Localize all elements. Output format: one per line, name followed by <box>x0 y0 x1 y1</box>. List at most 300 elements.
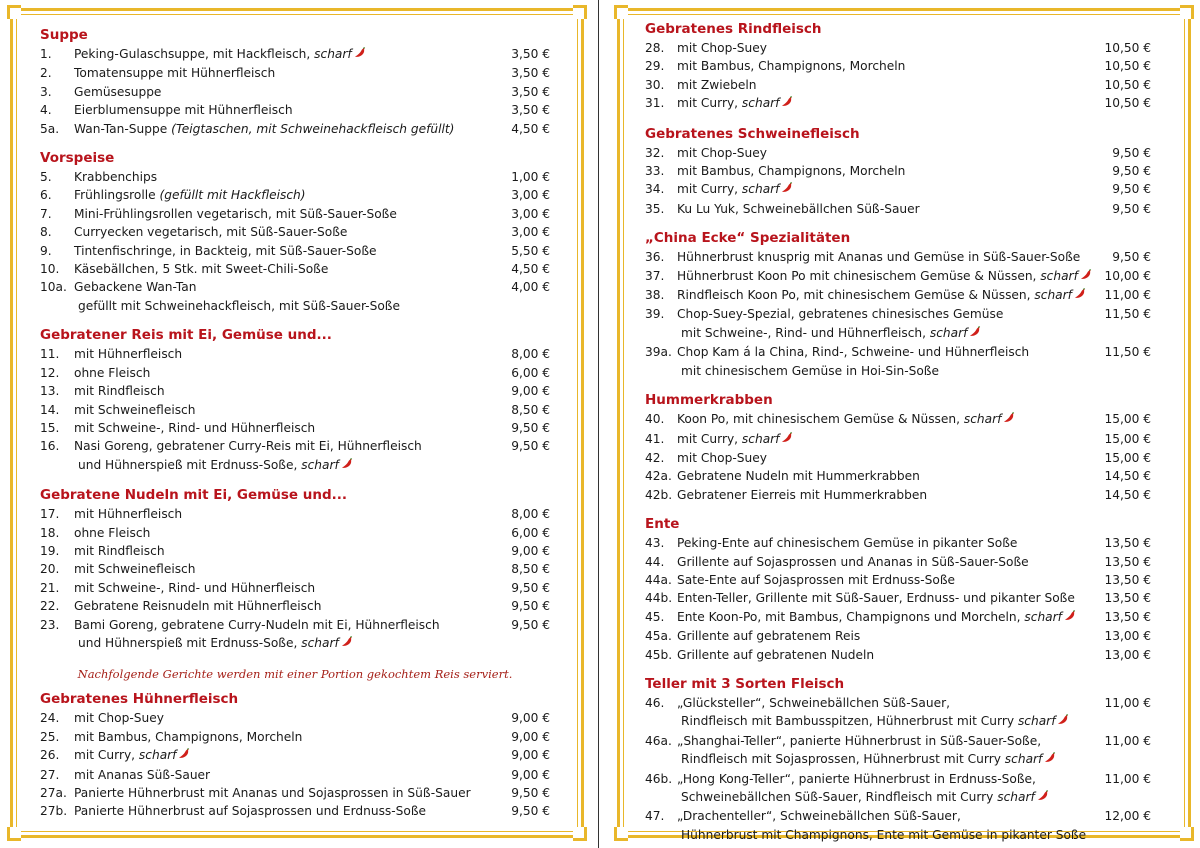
menu-item <box>40 401 550 419</box>
item-text: Eierblumensuppe mit Hühnerfleisch <box>74 103 293 118</box>
menu-item <box>40 260 550 278</box>
item-number: 46. <box>645 695 665 710</box>
item-number: 30. <box>645 77 665 92</box>
item-description <box>677 343 1095 380</box>
menu-item <box>645 486 1151 504</box>
item-price: 13,50 € <box>1104 591 1151 606</box>
chili-pepper-icon <box>178 747 190 765</box>
section-title: Suppe <box>40 27 88 43</box>
item-number: 3. <box>40 84 52 99</box>
spicy-label: scharf <box>997 790 1035 804</box>
menu-item <box>645 200 1151 218</box>
item-price: 10,50 € <box>1104 96 1151 111</box>
item-text: Enten-Teller, Grillente mit Süß-Sauer, Erdnuss- und pikanter Soße <box>677 591 1075 606</box>
item-number: 38. <box>645 288 665 303</box>
menu-item <box>645 553 1151 571</box>
item-price: 9,50 € <box>1112 201 1151 216</box>
item-price: 9,50 € <box>1112 145 1151 160</box>
item-number: 23. <box>40 617 60 632</box>
item-text-line2 <box>677 362 1095 380</box>
item-text: Gebratene Nudeln mit Hummerkrabben <box>677 469 920 484</box>
item-description <box>74 205 492 223</box>
menu-item <box>645 180 1151 199</box>
menu-item <box>40 45 550 64</box>
menu-item <box>645 57 1151 75</box>
item-price: 9,00 € <box>511 729 550 744</box>
item-number: 25. <box>40 729 60 744</box>
item-text: „Glücksteller“, Schweinebällchen Süß-Sauer, <box>677 695 950 710</box>
item-text: mit Chop-Suey <box>677 145 767 160</box>
menu-item <box>40 542 550 560</box>
item-price: 9,50 € <box>1112 182 1151 197</box>
item-number: 29. <box>645 59 665 74</box>
item-number: 13. <box>40 384 60 399</box>
item-text: Peking-Ente auf chinesischem Gemüse in pikanter Soße <box>677 536 1018 551</box>
item-price: 9,00 € <box>511 748 550 763</box>
item-text-continued: mit Schweine-, Rind- und Hühnerfleisch, <box>681 325 926 340</box>
item-number: 46a. <box>645 733 672 748</box>
item-price: 13,50 € <box>1104 572 1151 587</box>
chili-pepper-icon <box>781 181 793 199</box>
item-price: 10,50 € <box>1104 59 1151 74</box>
item-text: Wan-Tan-Suppe <box>74 121 168 136</box>
item-text: Curryecken vegetarisch, mit Süß-Sauer-Soße <box>74 225 348 240</box>
item-description <box>74 83 492 101</box>
item-price: 1,00 € <box>511 170 550 185</box>
item-text: mit Zwiebeln <box>677 77 757 92</box>
spicy-label: scharf <box>741 96 780 111</box>
item-number: 44b. <box>645 591 673 606</box>
menu-item <box>645 410 1151 429</box>
item-description <box>677 449 1095 467</box>
item-price: 15,00 € <box>1104 431 1151 446</box>
menu-section <box>645 229 1151 380</box>
item-price: 3,50 € <box>511 47 550 61</box>
item-text: mit Schweine-, Rind- und Hühnerfleisch <box>74 580 316 595</box>
menu-item <box>645 343 1151 380</box>
item-price: 11,00 € <box>1104 771 1151 786</box>
item-description <box>74 579 492 597</box>
item-price: 14,50 € <box>1104 469 1151 484</box>
item-text: Koon Po, mit chinesischem Gemüse & Nüssen, <box>677 412 960 427</box>
item-text: Grillente auf Sojasprossen und Ananas in Süß-Sauer-Soße <box>677 554 1029 569</box>
menu-item <box>645 646 1151 664</box>
menu-item <box>645 144 1151 162</box>
item-price: 8,00 € <box>511 347 550 362</box>
item-description <box>74 784 492 802</box>
item-price: 9,00 € <box>511 543 550 558</box>
menu-item <box>40 101 550 119</box>
menu-item <box>40 709 550 727</box>
item-price: 3,00 € <box>511 206 550 221</box>
item-price: 11,00 € <box>1104 733 1151 748</box>
item-number: 40. <box>645 412 665 427</box>
item-number: 47. <box>645 809 665 824</box>
item-price: 13,50 € <box>1104 536 1151 551</box>
item-description <box>677 248 1095 266</box>
item-text: Chop-Suey-Spezial, gebratenes chinesisches Gemüse <box>677 307 1004 322</box>
item-description <box>677 430 1095 449</box>
item-price: 4,50 € <box>511 262 550 277</box>
item-text-continued: Hühnerbrust mit Champignons, Ente mit Gemüse in pikanter Soße <box>681 827 1087 842</box>
item-price: 3,50 € <box>511 66 550 81</box>
menu-item <box>645 430 1151 449</box>
item-text: mit Curry, <box>677 431 739 446</box>
menu-item <box>40 64 550 82</box>
item-price: 8,00 € <box>511 507 550 522</box>
item-text-line2 <box>677 826 1095 844</box>
item-price: 9,00 € <box>511 384 550 399</box>
item-price: 13,00 € <box>1104 647 1151 662</box>
menu-item <box>40 766 550 784</box>
item-number: 43. <box>645 536 665 551</box>
serving-note: Nachfolgende Gerichte werden mit einer Portion gekochtem Reis serviert. <box>77 667 513 682</box>
menu-item <box>40 560 550 578</box>
menu-item <box>645 267 1151 286</box>
menu-section <box>645 391 1151 504</box>
menu-item <box>645 162 1151 180</box>
menu-item <box>40 186 550 204</box>
menu-item <box>645 770 1151 808</box>
item-text: mit Curry, <box>677 182 739 197</box>
item-number: 19. <box>40 543 60 558</box>
item-text: mit Ananas Süß-Sauer <box>74 767 211 782</box>
item-number: 42. <box>645 450 665 465</box>
item-description <box>74 382 492 400</box>
item-description <box>74 437 492 475</box>
item-text: Ente Koon-Po, mit Bambus, Champignons und Morcheln, <box>677 609 1021 624</box>
item-text: mit Chop-Suey <box>74 711 164 726</box>
item-price: 9,50 € <box>511 420 550 435</box>
menu-content-left <box>40 26 550 821</box>
item-text: Hühnerbrust knusprig mit Ananas und Gemüse in Süß-Sauer-Soße <box>677 250 1081 265</box>
item-description <box>74 64 492 82</box>
menu-item <box>645 627 1151 645</box>
chili-pepper-icon <box>1080 268 1092 286</box>
item-number: 37. <box>645 268 665 283</box>
menu-item <box>645 694 1151 732</box>
item-price: 3,00 € <box>511 225 550 240</box>
item-description <box>677 571 1095 589</box>
item-number: 42b. <box>645 487 673 502</box>
menu-item <box>645 94 1151 113</box>
item-description <box>74 186 492 204</box>
spicy-label: scharf <box>1040 268 1078 283</box>
item-price: 12,00 € <box>1104 809 1151 824</box>
section-title: Gebratenes Rindfleisch <box>645 21 822 37</box>
item-price: 11,50 € <box>1104 345 1151 360</box>
item-text-continued: Schweinebällchen Süß-Sauer, Rindfleisch mit Curry <box>681 790 994 804</box>
item-description <box>677 646 1095 664</box>
item-number: 4. <box>40 103 52 118</box>
spicy-label: scharf <box>963 412 1002 427</box>
item-description <box>677 267 1095 286</box>
menu-item <box>40 83 550 101</box>
item-description <box>677 732 1095 770</box>
item-price: 9,00 € <box>511 767 550 782</box>
item-number: 27. <box>40 767 60 782</box>
menu-item <box>645 248 1151 266</box>
item-description <box>74 505 492 523</box>
item-price: 10,50 € <box>1104 41 1151 55</box>
item-number: 28. <box>645 41 665 55</box>
chili-pepper-icon <box>354 46 366 64</box>
item-number: 7. <box>40 206 52 221</box>
item-text-line2 <box>677 788 1095 807</box>
section-title: Gebratener Reis mit Ei, Gemüse und... <box>40 327 332 344</box>
item-description <box>677 162 1095 180</box>
item-text: mit Bambus, Champignons, Morcheln <box>677 59 906 74</box>
item-text: Panierte Hühnerbrust mit Ananas und Sojasprossen in Süß-Sauer <box>74 786 471 800</box>
item-price: 4,00 € <box>511 280 550 295</box>
item-description <box>74 709 492 727</box>
item-number: 39. <box>645 307 665 322</box>
item-number: 14. <box>40 402 60 417</box>
item-price: 3,50 € <box>511 103 550 118</box>
item-number: 31. <box>645 96 665 111</box>
spicy-label: scharf <box>741 431 780 446</box>
item-description <box>74 524 492 542</box>
item-text-line2 <box>74 297 492 315</box>
section-title: Ente <box>645 516 680 533</box>
item-number: 10. <box>40 262 60 277</box>
item-number: 6. <box>40 188 52 203</box>
item-text-continued: und Hühnerspieß mit Erdnuss-Soße, <box>78 457 298 472</box>
item-description <box>74 616 492 654</box>
item-text: „Hong Kong-Teller“, panierte Hühnerbrust in Erdnuss-Soße, <box>677 771 1036 786</box>
spicy-label: scharf <box>1024 609 1062 624</box>
item-price: 3,00 € <box>511 188 550 203</box>
item-description <box>677 305 1095 343</box>
item-description <box>677 76 1095 94</box>
item-text: mit Curry, <box>677 96 739 111</box>
item-price: 13,00 € <box>1104 629 1151 644</box>
menu-item <box>645 76 1151 94</box>
item-text: ohne Fleisch <box>74 525 151 540</box>
menu-section <box>645 20 1151 114</box>
item-description <box>74 45 492 64</box>
item-number: 27a. <box>40 786 67 800</box>
item-description <box>677 467 1095 485</box>
menu-item <box>40 597 550 615</box>
item-text-line2 <box>677 750 1095 769</box>
chili-pepper-icon <box>1064 609 1076 627</box>
item-number: 5a. <box>40 121 60 136</box>
chili-pepper-icon <box>1003 411 1015 429</box>
menu-item <box>645 286 1151 305</box>
item-description <box>677 486 1095 504</box>
item-text-continued: und Hühnerspieß mit Erdnuss-Soße, <box>78 635 298 650</box>
item-text: Krabbenchips <box>74 170 158 185</box>
item-text: mit Schweine-, Rind- und Hühnerfleisch <box>74 420 316 435</box>
item-price: 11,50 € <box>1104 307 1151 322</box>
item-text: Tomatensuppe mit Hühnerfleisch <box>74 66 276 81</box>
item-price: 15,00 € <box>1104 450 1151 465</box>
item-text-continued: gefüllt mit Schweinehackfleisch, mit Süß-Sauer-Soße <box>78 298 400 313</box>
menu-item <box>40 579 550 597</box>
menu-item <box>40 419 550 437</box>
item-text: Gebratener Eierreis mit Hummerkrabben <box>677 487 928 502</box>
menu-item <box>40 205 550 223</box>
item-number: 24. <box>40 711 60 726</box>
item-text: Käsebällchen, 5 Stk. mit Sweet-Chili-Soße <box>74 262 329 277</box>
item-number: 9. <box>40 243 52 258</box>
item-number: 44a. <box>645 572 672 587</box>
item-price: 4,50 € <box>511 121 550 136</box>
section-title: Vorspeise <box>40 150 115 167</box>
item-text: mit Rindfleisch <box>74 384 165 399</box>
item-price: 6,00 € <box>511 525 550 540</box>
item-description <box>74 223 492 241</box>
chili-pepper-icon <box>1037 789 1049 807</box>
item-text: mit Bambus, Champignons, Morcheln <box>677 164 906 179</box>
item-number: 16. <box>40 439 60 454</box>
item-text: Panierte Hühnerbrust auf Sojasprossen und Erdnuss-Soße <box>74 804 427 819</box>
item-description <box>677 286 1095 305</box>
item-text: „Shanghai-Teller“, panierte Hühnerbrust in Süß-Sauer-Soße, <box>677 733 1042 748</box>
item-text: Gebratene Reisnudeln mit Hühnerfleisch <box>74 599 322 614</box>
menu-section <box>40 326 550 475</box>
item-price: 9,50 € <box>511 580 550 595</box>
menu-item <box>40 345 550 363</box>
item-text: Grillente auf gebratenem Reis <box>677 629 861 644</box>
item-price: 14,50 € <box>1104 487 1151 502</box>
item-price: 15,00 € <box>1104 412 1151 427</box>
item-note: (Teigtaschen, mit Schweinehackfleisch gefüllt) <box>171 121 455 136</box>
item-number: 45a. <box>645 629 672 644</box>
menu-item <box>40 505 550 523</box>
item-text: mit Chop-Suey <box>677 41 767 55</box>
spicy-label: scharf <box>929 325 968 340</box>
item-text: mit Hühnerfleisch <box>74 507 183 522</box>
item-description <box>677 200 1095 218</box>
section-title: Hummerkrabben <box>645 392 773 409</box>
item-description <box>677 410 1095 429</box>
item-text-line2 <box>677 712 1095 731</box>
menu-item <box>40 364 550 382</box>
item-description <box>74 278 492 315</box>
chili-pepper-icon <box>781 95 793 113</box>
item-price: 10,00 € <box>1104 268 1151 283</box>
menu-item <box>40 616 550 654</box>
item-price: 11,00 € <box>1104 288 1151 303</box>
item-price: 6,00 € <box>511 365 550 380</box>
item-price: 8,50 € <box>511 562 550 577</box>
item-price: 9,50 € <box>511 786 550 800</box>
item-price: 10,50 € <box>1104 77 1151 92</box>
section-title: Gebratenes Schweinefleisch <box>645 125 860 142</box>
item-text: Nasi Goreng, gebratener Curry-Reis mit Ei, Hühnerfleisch <box>74 439 422 454</box>
item-text: Bami Goreng, gebratene Curry-Nudeln mit Ei, Hühnerfleisch <box>74 617 440 632</box>
item-number: 22. <box>40 599 60 614</box>
item-number: 42a. <box>645 469 672 484</box>
menu-section <box>40 667 550 820</box>
chili-pepper-icon <box>1057 713 1069 731</box>
spicy-label: scharf <box>138 748 177 763</box>
menu-item <box>40 524 550 542</box>
menu-content-right <box>645 20 1151 844</box>
menu-item <box>645 305 1151 343</box>
item-number: 20. <box>40 562 60 577</box>
item-text: Rindfleisch Koon Po, mit chinesischem Gemüse & Nüssen, <box>677 288 1031 303</box>
item-description <box>74 728 492 746</box>
item-text: Hühnerbrust Koon Po mit chinesischem Gemüse & Nüssen, <box>677 268 1037 283</box>
item-text-line2 <box>677 324 1095 343</box>
item-number: 32. <box>645 145 665 160</box>
item-number: 26. <box>40 748 60 763</box>
item-description <box>677 608 1095 627</box>
menu-page-right <box>617 8 1191 842</box>
item-description <box>677 39 1095 57</box>
item-number: 45b. <box>645 647 673 662</box>
item-description <box>74 419 492 437</box>
item-description <box>677 627 1095 645</box>
item-description <box>74 542 492 560</box>
page-divider <box>598 0 599 848</box>
chili-pepper-icon <box>969 325 981 343</box>
menu-item <box>645 39 1151 57</box>
menu-item <box>40 242 550 260</box>
item-description <box>677 534 1095 552</box>
item-number: 41. <box>645 431 665 446</box>
item-number: 17. <box>40 507 60 522</box>
spicy-label: scharf <box>301 457 339 472</box>
item-text-continued: Rindfleisch mit Sojasprossen, Hühnerbrust mit Curry <box>681 752 1001 767</box>
item-description <box>74 766 492 784</box>
item-text: mit Curry, <box>74 748 136 763</box>
menu-section <box>40 26 550 138</box>
item-number: 18. <box>40 525 60 540</box>
section-title: Teller mit 3 Sorten Fleisch <box>645 675 845 692</box>
item-text: Sate-Ente auf Sojasprossen mit Erdnuss-Soße <box>677 572 955 587</box>
item-number: 11. <box>40 347 60 362</box>
item-description <box>74 597 492 615</box>
menu-item <box>40 278 550 315</box>
item-text: ohne Fleisch <box>74 365 151 380</box>
item-text-continued: mit chinesischem Gemüse in Hoi-Sin-Soße <box>681 363 939 378</box>
item-text: mit Schweinefleisch <box>74 562 196 577</box>
item-number: 45. <box>645 609 665 624</box>
spicy-label: scharf <box>741 182 780 197</box>
item-description <box>74 242 492 260</box>
menu-item <box>645 534 1151 552</box>
item-price: 13,50 € <box>1104 609 1151 624</box>
section-title: „China Ecke“ Spezialitäten <box>645 230 851 247</box>
item-description <box>677 180 1095 199</box>
item-description <box>74 120 492 138</box>
item-text: Gebackene Wan-Tan <box>74 280 197 295</box>
item-price: 9,50 € <box>511 804 550 819</box>
item-number: 33. <box>645 164 665 179</box>
spicy-label: scharf <box>301 635 339 650</box>
menu-section <box>40 486 550 653</box>
menu-section <box>645 125 1151 219</box>
item-number: 2. <box>40 66 52 81</box>
item-number: 27b. <box>40 804 68 819</box>
item-text: mit Hühnerfleisch <box>74 347 183 362</box>
item-text-line2 <box>74 456 492 475</box>
item-price: 3,50 € <box>511 84 550 99</box>
menu-item <box>645 608 1151 627</box>
menu-section <box>40 149 550 315</box>
menu-item <box>645 571 1151 589</box>
item-price: 5,50 € <box>511 243 550 258</box>
item-description <box>677 694 1095 732</box>
item-description <box>74 364 492 382</box>
item-text: Ku Lu Yuk, Schweinebällchen Süß-Sauer <box>677 201 920 216</box>
item-text: Chop Kam á la China, Rind-, Schweine- und Hühnerfleisch <box>677 345 1030 360</box>
chili-pepper-icon <box>1044 751 1056 769</box>
